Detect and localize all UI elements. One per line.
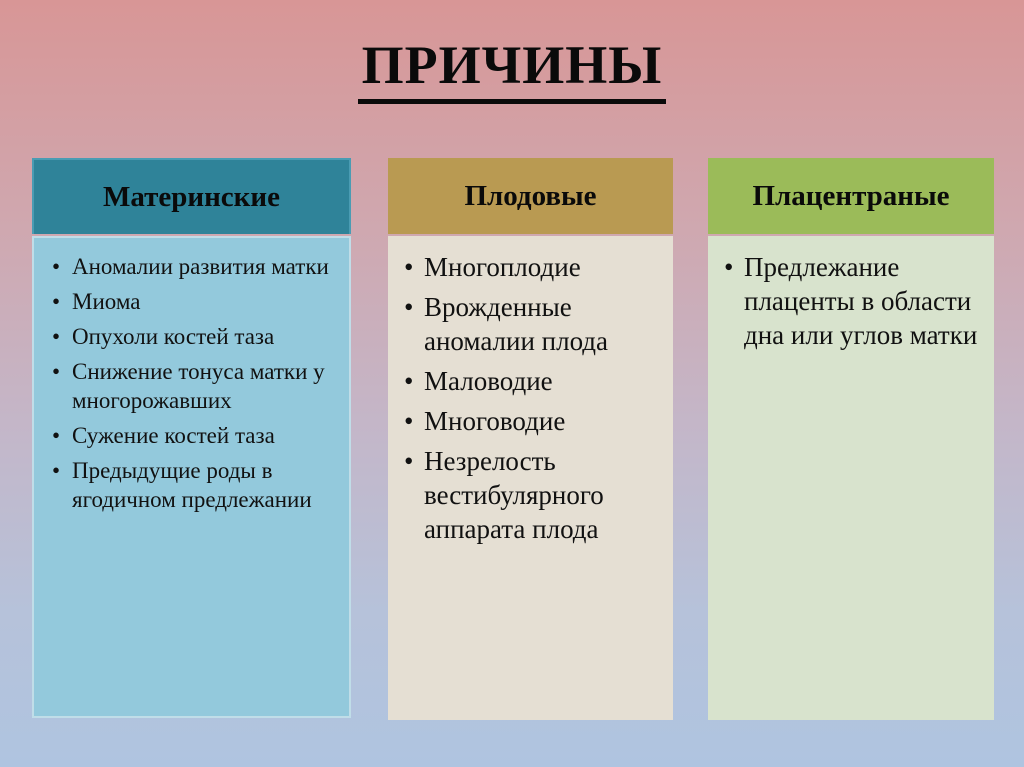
column-placental-header: Плацентраные xyxy=(708,158,994,234)
list-item: • Сужение костей таза xyxy=(52,421,335,450)
list-item: • Предлежание плаценты в области дна или углов матки xyxy=(724,250,980,352)
slide-title xyxy=(0,34,1024,96)
list-item: • Опухоли костей таза xyxy=(52,322,335,351)
column-placental-body xyxy=(708,236,994,720)
list-item: • Многоплодие xyxy=(404,250,659,284)
list-item: • Многоводие xyxy=(404,404,659,438)
column-maternal xyxy=(32,158,351,718)
column-fetal-body xyxy=(388,236,673,720)
placental-causes-list xyxy=(724,250,980,352)
maternal-causes-list xyxy=(52,252,335,514)
list-item: • Предыдущие роды в ягодичном предлежании xyxy=(52,456,335,514)
column-maternal-header: Материнские xyxy=(32,158,351,234)
fetal-causes-list xyxy=(404,250,659,546)
list-item: • Снижение тонуса матки у многорожавших xyxy=(52,357,335,415)
list-item: • Миома xyxy=(52,287,335,316)
column-placental xyxy=(708,158,994,720)
slide-title-text: ПРИЧИНЫ xyxy=(358,35,667,104)
column-fetal-header: Плодовые xyxy=(388,158,673,234)
list-item: • Врожденные аномалии плода xyxy=(404,290,659,358)
list-item: • Маловодие xyxy=(404,364,659,398)
column-fetal xyxy=(388,158,673,720)
column-maternal-body xyxy=(32,236,351,718)
list-item: • Незрелость вестибулярного аппарата плода xyxy=(404,444,659,546)
list-item: • Аномалии развития матки xyxy=(52,252,335,281)
